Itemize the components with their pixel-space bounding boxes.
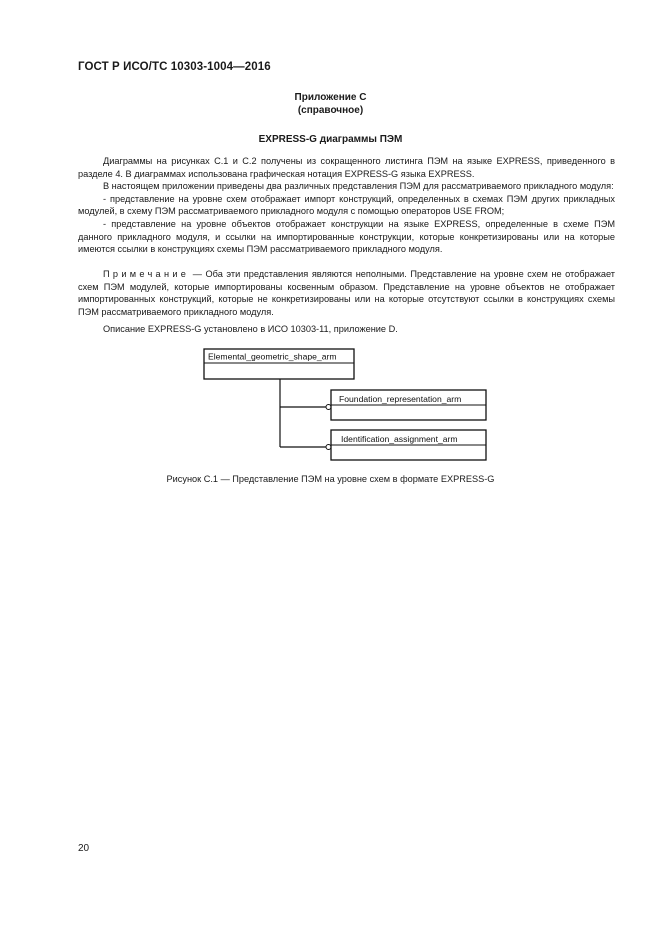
note-text: — Оба эти представления являются неполными. Представление на уровне схем не отображает схем ПЭМ модулей, которые импортированы косвенным образом. Представление на уровне объектов не отображает импортированных конструкций, которые не конкретизированы или на которые отсутствуют ссылки в конструкциях схемы ПЭМ рассматриваемого прикладного модуля. — [78, 269, 615, 317]
main-schema-name: Elemental_geometric_shape_arm — [208, 351, 337, 362]
note — [78, 268, 615, 318]
note-label: Примечание — [103, 269, 190, 279]
schema-name: Foundation_representation_arm — [339, 394, 462, 404]
paragraph: В настоящем приложении приведены два различных представления ПЭМ для рассматриваемого прикладного модуля: — [103, 181, 614, 192]
document-header: ГОСТ Р ИСО/ТС 10303-1004—2016 — [78, 61, 271, 73]
paragraph: Диаграммы на рисунках С.1 и С.2 получены из сокращенного листинга ПЭМ на языке EXPRESS, приведенного в разделе 4. В диаграммах использована графическая нотация EXPRESS-G языка EXPRESS. — [78, 156, 615, 179]
page-number: 20 — [78, 843, 90, 854]
description-text: Описание EXPRESS-G установлено в ИСО 10303-11, приложение D. — [103, 324, 398, 334]
paragraph: - представление на уровне объектов отображает конструкции на языке EXPRESS, определенные в схеме ПЭМ данного прикладного модуля, и ссылки на импортированные конструкции, которые конкретизированы или на которые имеются ссылки в конструкциях схемы ПЭМ рассматриваемого прикладного модуля. — [78, 218, 615, 255]
description-paragraph — [78, 323, 615, 336]
annex-title: Приложение С — [294, 92, 367, 103]
paragraph: - представление на уровне схем отображает импорт конструкций, определенных в схемах ПЭМ других прикладных модулей, в схему ПЭМ рассматриваемого прикладного модуля с помощью операторов USE FROM; — [78, 193, 615, 217]
section-heading: EXPRESS-G диаграммы ПЭМ — [258, 134, 403, 145]
body-paragraphs — [78, 155, 615, 256]
annex-subtitle: (справочное) — [297, 105, 364, 116]
connector-circle — [326, 445, 331, 450]
figure-caption: Рисунок С.1 — Представление ПЭМ на уровне схем в формате EXPRESS-G — [166, 474, 495, 484]
express-g-diagram — [200, 346, 490, 468]
connector-circle — [326, 405, 331, 410]
schema-name: Identification_assignment_arm — [341, 434, 458, 444]
